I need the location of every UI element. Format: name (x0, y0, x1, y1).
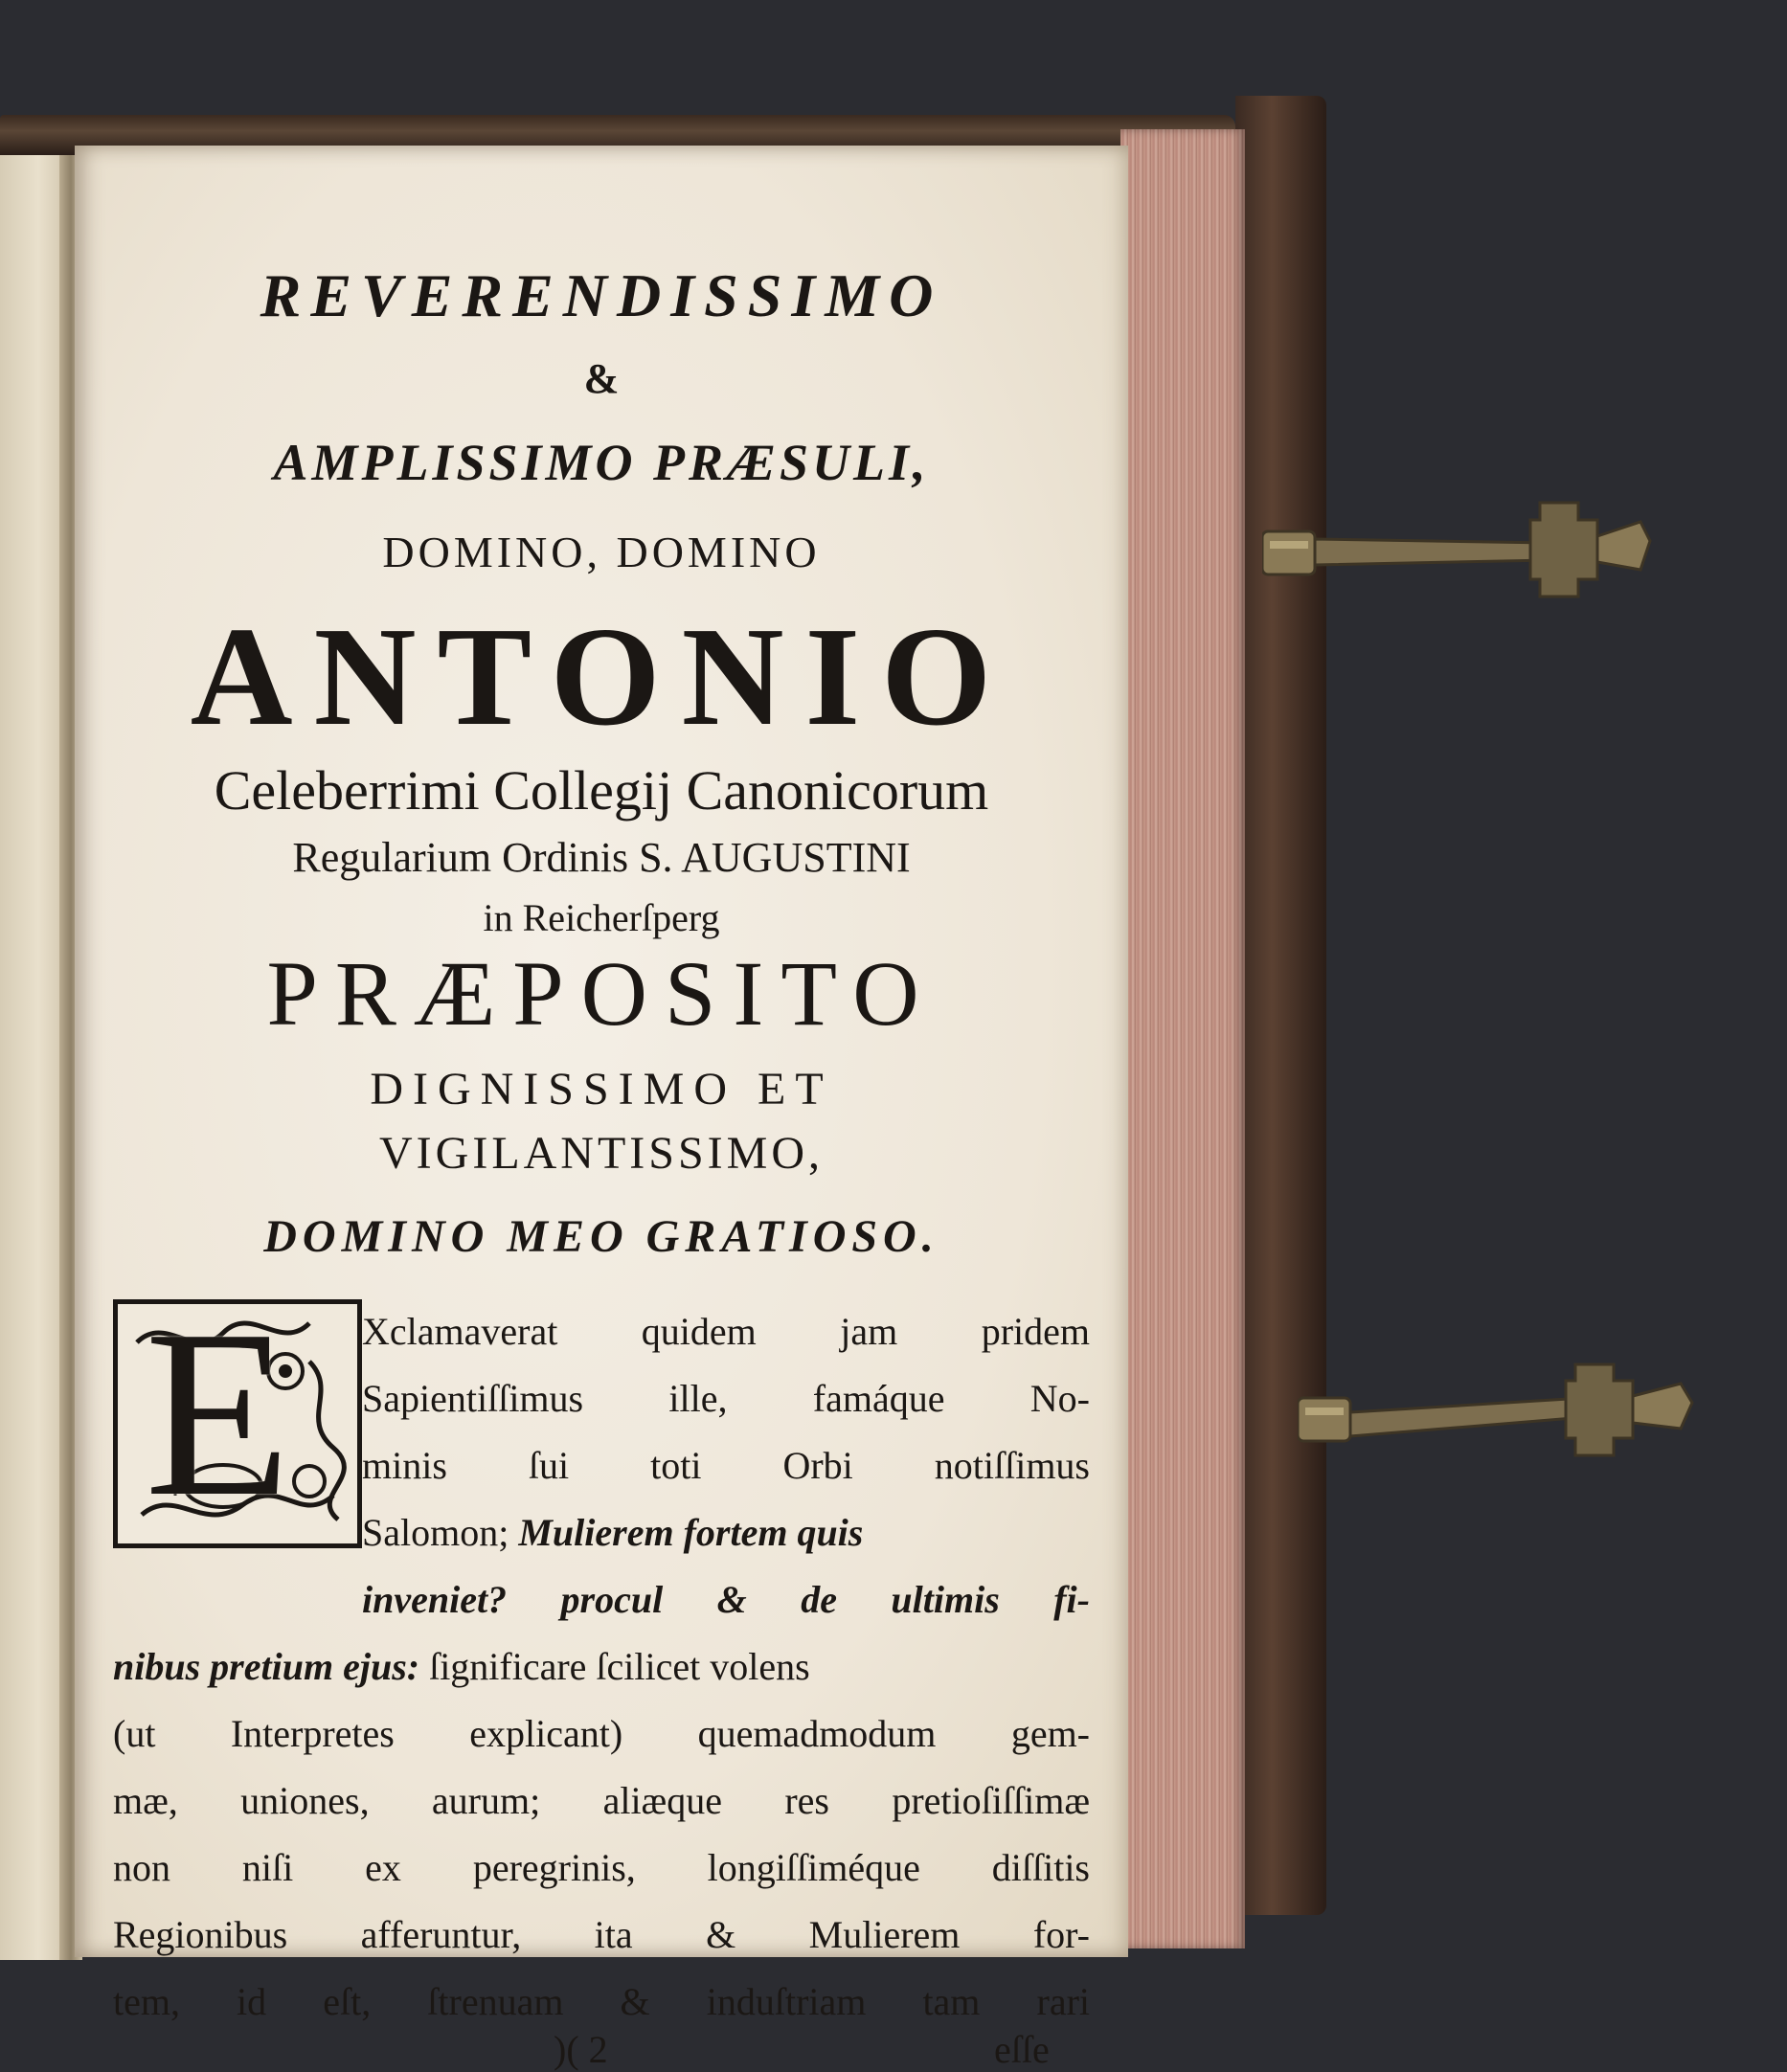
body-line-5: inveniet? procul & de ultimis fi- (362, 1578, 1090, 1621)
body-line-4: Salomon; Mulierem fortem quis (362, 1511, 864, 1554)
catchword: eſſe (994, 2028, 1050, 2071)
book-page (75, 146, 1128, 2071)
title-vigilantissimo: VIGILANTISSIMO, (379, 1128, 824, 1179)
page-fore-edge (1120, 129, 1245, 1948)
body-line-3: minis ſui toti Orbi notiſſimus (362, 1444, 1090, 1487)
title-reichersperg: in Reicherſperg (483, 896, 720, 939)
title-domino-meo: DOMINO MEO GRATIOSO. (263, 1211, 939, 1262)
signature-mark: )( 2 (554, 2028, 608, 2071)
body-line-11: tem, id eſt, ſtrenuam & induſtriam tam rari (113, 1980, 1090, 2023)
body-line-7: (ut Interpretes explicant) quemadmodum gem- (113, 1712, 1090, 1755)
title-domino-domino: DOMINO, DOMINO (382, 528, 821, 576)
lower-clasp-icon (1298, 1360, 1700, 1470)
cover-edge (1235, 96, 1326, 1915)
body-line-2: Sapientiſſimus ille, famáque No- (362, 1377, 1090, 1420)
body-line-10: Regionibus afferuntur, ita & Mulierem for- (113, 1913, 1090, 1956)
body-line-9: non niſi ex peregrinis, longiſſiméque diſſitis (113, 1846, 1090, 1889)
upper-clasp-icon (1262, 493, 1655, 603)
body-line-1: Xclamaverat quidem jam pridem (362, 1310, 1090, 1353)
title-praeposito: PRÆPOSITO (266, 942, 937, 1045)
ornamental-initial-e-icon: E (113, 1299, 362, 1548)
title-collegij: Celeberrimi Collegij Canonicorum (214, 759, 989, 822)
body-line-6: nibus pretium ejus: ſignificare ſcilicet volens (113, 1645, 810, 1688)
title-ampersand: & (583, 355, 620, 402)
body-line-8: mæ, uniones, aurum; aliæque res pretioſiſſimæ (113, 1779, 1090, 1822)
title-dignissimo: DIGNISSIMO ET (370, 1064, 833, 1115)
title-regularium: Regularium Ordinis S. AUGUSTINI (292, 834, 911, 881)
title-reverendissimo: REVERENDISSIMO (260, 261, 943, 329)
title-amplissimo: AMPLISSIMO PRÆSULI, (273, 434, 930, 491)
title-antonio: ANTONIO (190, 598, 1013, 755)
